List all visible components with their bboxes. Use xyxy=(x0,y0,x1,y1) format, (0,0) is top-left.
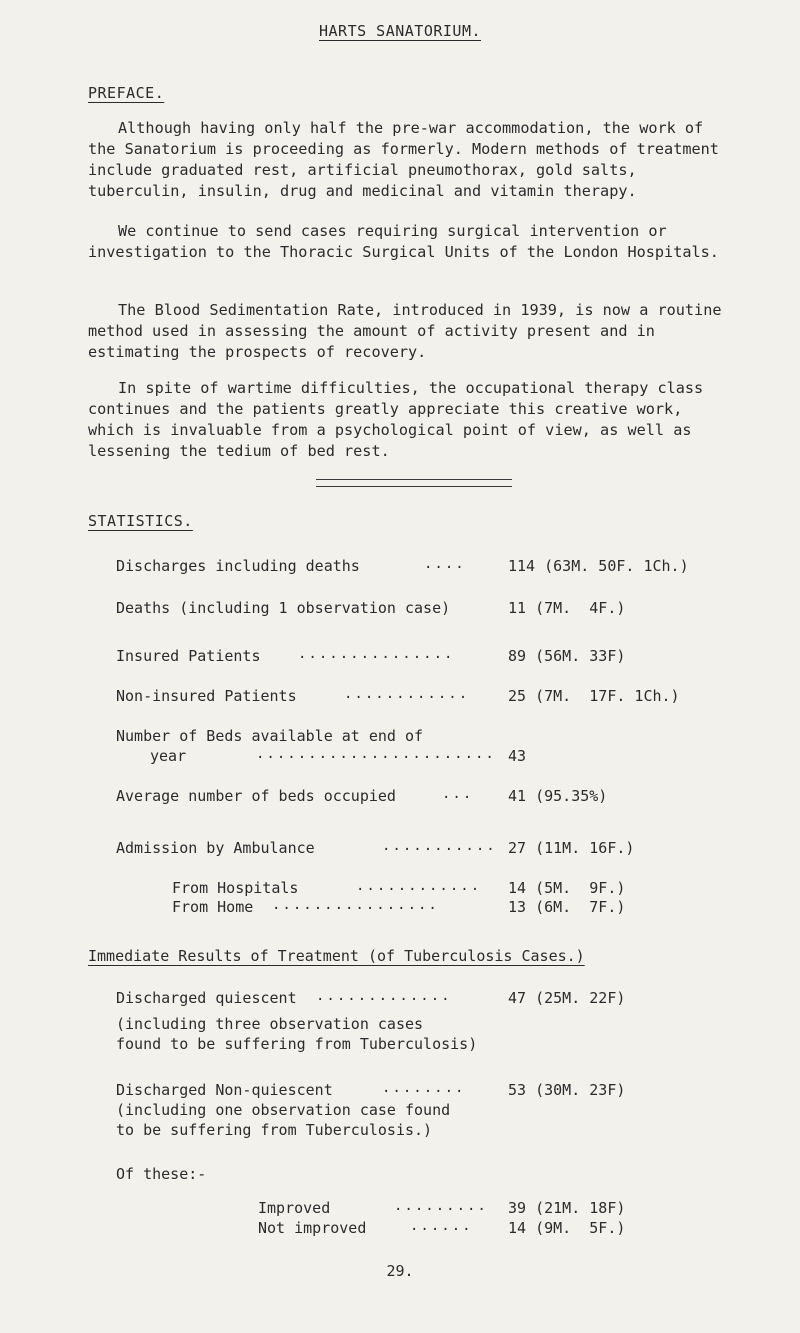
leader-dots: ....................... xyxy=(256,746,496,762)
stat-label: Deaths (including 1 observation case) xyxy=(116,599,451,617)
result-label: Improved xyxy=(258,1199,331,1217)
statistics-heading: STATISTICS. xyxy=(88,512,193,530)
stat-value: 14 (5M. 9F.) xyxy=(508,879,626,897)
results-heading: Immediate Results of Treatment (of Tuberculosis Cases.) xyxy=(88,947,585,965)
result-label: Discharged Non-quiescent xyxy=(116,1081,333,1099)
result-note: found to be suffering from Tuberculosis) xyxy=(116,1035,478,1053)
preface-paragraph-4: In spite of wartime difficulties, the occupational therapy class continues and the patients greatly appreciate this creative work, which is invaluable from a psychological point of view, as well as lessening the tedium of bed rest. xyxy=(88,379,704,460)
result-value: 14 (9M. 5F.) xyxy=(508,1219,626,1237)
leader-dots: ......... xyxy=(394,1198,488,1214)
stat-value: 27 (11M. 16F.) xyxy=(508,839,635,857)
stat-value: 89 (56M. 33F) xyxy=(508,647,626,665)
stat-value: 25 (7M. 17F. 1Ch.) xyxy=(508,687,680,705)
stat-value: 114 (63M. 50F. 1Ch.) xyxy=(508,557,689,575)
leader-dots: ... xyxy=(442,786,474,802)
stat-label: From Home xyxy=(172,898,254,916)
leader-dots: ................ xyxy=(272,897,439,913)
leader-dots: ........ xyxy=(382,1080,466,1096)
result-value: 53 (30M. 23F) xyxy=(508,1081,626,1099)
stat-value: 11 (7M. 4F.) xyxy=(508,599,626,617)
stat-value: 41 (95.35%) xyxy=(508,787,608,805)
stat-label: From Hospitals xyxy=(172,879,299,897)
stat-label: Non-insured Patients xyxy=(116,687,297,705)
stat-label: Number of Beds available at end of xyxy=(116,727,424,745)
preface-heading: PREFACE. xyxy=(88,84,165,102)
result-value: 47 (25M. 22F) xyxy=(508,989,626,1007)
page-number: 29. xyxy=(386,1262,414,1280)
leader-dots: ............... xyxy=(298,646,455,662)
leader-dots: .... xyxy=(424,556,466,572)
result-label: Discharged quiescent xyxy=(116,989,297,1007)
leader-dots: ............. xyxy=(316,988,452,1004)
section-divider xyxy=(316,479,512,487)
stat-label: year xyxy=(150,747,187,765)
preface-paragraph-2: We continue to send cases requiring surgical intervention or investigation to the Thoracic Surgical Units of the London Hospitals. xyxy=(88,222,719,261)
page-title: HARTS SANATORIUM. xyxy=(318,22,482,40)
stat-value: 13 (6M. 7F.) xyxy=(508,898,626,916)
result-note: (including three observation cases xyxy=(116,1015,424,1033)
leader-dots: ............ xyxy=(356,878,482,894)
preface-paragraph-1: Although having only half the pre-war accommodation, the work of the Sanatorium is proceeding as formerly. Modern methods of treatment include graduated rest, artificial pneumothorax, gold salts, tuberculin, insulin, drug and medicinal and vitamin therapy. xyxy=(88,119,719,200)
stat-label: Insured Patients xyxy=(116,647,261,665)
leader-dots: ............ xyxy=(344,686,470,702)
preface-paragraph-3: The Blood Sedimentation Rate, introduced in 1939, is now a routine method used in assessing the amount of activity present and in estimating the prospects of recovery. xyxy=(88,301,722,361)
result-note: (including one observation case found xyxy=(116,1101,451,1119)
stat-value: 43 xyxy=(508,747,527,765)
leader-dots: ........... xyxy=(382,838,497,854)
result-note: to be suffering from Tuberculosis.) xyxy=(116,1121,433,1139)
result-value: 39 (21M. 18F) xyxy=(508,1199,626,1217)
result-label: Not improved xyxy=(258,1219,367,1237)
stat-label: Discharges including deaths xyxy=(116,557,360,575)
leader-dots: ...... xyxy=(410,1218,473,1234)
stat-label: Admission by Ambulance xyxy=(116,839,315,857)
stat-label: Average number of beds occupied xyxy=(116,787,396,805)
of-these-label: Of these:- xyxy=(116,1165,207,1183)
